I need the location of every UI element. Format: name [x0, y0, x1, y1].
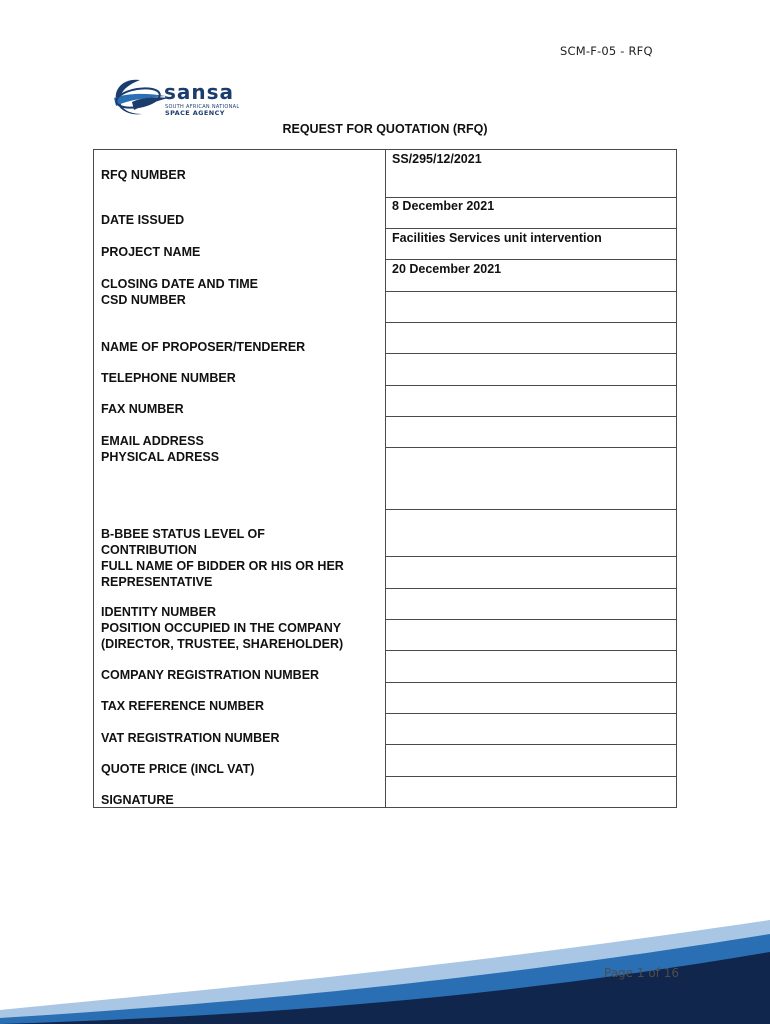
value-closing-date: 20 December 2021 — [392, 262, 502, 276]
value-proposer-name[interactable] — [392, 324, 672, 352]
value-vat-registration[interactable] — [392, 715, 672, 743]
value-row-line — [385, 385, 677, 386]
label-tax-reference: TAX REFERENCE NUMBER — [101, 699, 264, 713]
value-row-line — [385, 650, 677, 651]
value-email[interactable] — [392, 418, 672, 446]
value-signature[interactable] — [392, 778, 672, 806]
label-telephone: TELEPHONE NUMBER — [101, 371, 236, 385]
value-row-line — [385, 416, 677, 417]
label-bbbee-line1: B-BBEE STATUS LEVEL OF — [101, 527, 265, 541]
value-row-line — [385, 259, 677, 260]
value-row-line — [385, 447, 677, 448]
label-bidder-name-line2: REPRESENTATIVE — [101, 575, 213, 589]
label-rfq-number: RFQ NUMBER — [101, 168, 186, 182]
value-row-line — [385, 228, 677, 229]
value-physical-address[interactable] — [392, 449, 672, 507]
value-project-name: Facilities Services unit intervention — [392, 231, 602, 245]
logo-subtitle-line2: SPACE AGENCY — [165, 109, 225, 117]
value-row-line — [385, 713, 677, 714]
label-bbbee-line2: CONTRIBUTION — [101, 543, 197, 557]
value-date-issued: 8 December 2021 — [392, 199, 495, 213]
sansa-swoosh-icon — [110, 74, 170, 124]
label-fax: FAX NUMBER — [101, 402, 184, 416]
value-csd-number[interactable] — [392, 293, 672, 321]
value-row-line — [385, 588, 677, 589]
value-row-line — [385, 556, 677, 557]
label-date-issued: DATE ISSUED — [101, 213, 185, 227]
value-fax[interactable] — [392, 387, 672, 415]
document-code: SCM-F-05 - RFQ — [560, 44, 653, 58]
logo-wordmark: sansa — [164, 80, 235, 104]
logo-subtitle-line1: SOUTH AFRICAN NATIONAL — [165, 104, 240, 110]
value-bbbee[interactable] — [392, 511, 672, 555]
value-rfq-number: SS/295/12/2021 — [392, 152, 482, 166]
value-row-line — [385, 353, 677, 354]
label-bidder-name-line1: FULL NAME OF BIDDER OR HIS OR HER — [101, 559, 344, 573]
label-identity-number: IDENTITY NUMBER — [101, 605, 217, 619]
label-email: EMAIL ADDRESS — [101, 434, 204, 448]
label-proposer-name: NAME OF PROPOSER/TENDERER — [101, 340, 306, 354]
label-csd-number: CSD NUMBER — [101, 293, 186, 307]
footer-wave-decoration — [0, 900, 770, 1024]
table-border-top — [93, 149, 677, 150]
label-position-line1: POSITION OCCUPIED IN THE COMPANY — [101, 621, 342, 635]
table-border-left — [93, 149, 94, 808]
value-quote-price[interactable] — [392, 746, 672, 774]
value-position[interactable] — [392, 621, 672, 649]
value-row-line — [385, 619, 677, 620]
label-quote-price: QUOTE PRICE (INCL VAT) — [101, 762, 255, 776]
value-row-line — [385, 776, 677, 777]
value-company-registration[interactable] — [392, 652, 672, 680]
value-identity-number[interactable] — [392, 590, 672, 618]
label-project-name: PROJECT NAME — [101, 245, 201, 259]
form-title: REQUEST FOR QUOTATION (RFQ) — [282, 122, 488, 136]
value-row-line — [385, 509, 677, 510]
value-telephone[interactable] — [392, 355, 672, 383]
value-row-line — [385, 291, 677, 292]
label-vat-registration: VAT REGISTRATION NUMBER — [101, 731, 280, 745]
value-row-line — [385, 744, 677, 745]
label-closing-date: CLOSING DATE AND TIME — [101, 277, 258, 291]
label-physical-address: PHYSICAL ADRESS — [101, 450, 220, 464]
value-bidder-name[interactable] — [392, 558, 672, 586]
value-row-line — [385, 322, 677, 323]
label-company-registration: COMPANY REGISTRATION NUMBER — [101, 668, 320, 682]
sansa-logo — [110, 74, 260, 124]
value-tax-reference[interactable] — [392, 684, 672, 712]
page-number: Page 1 of 16 — [604, 966, 679, 980]
label-signature: SIGNATURE — [101, 793, 174, 807]
table-border-right — [676, 149, 677, 808]
label-position-line2: (DIRECTOR, TRUSTEE, SHAREHOLDER) — [101, 637, 344, 651]
value-row-line — [385, 682, 677, 683]
